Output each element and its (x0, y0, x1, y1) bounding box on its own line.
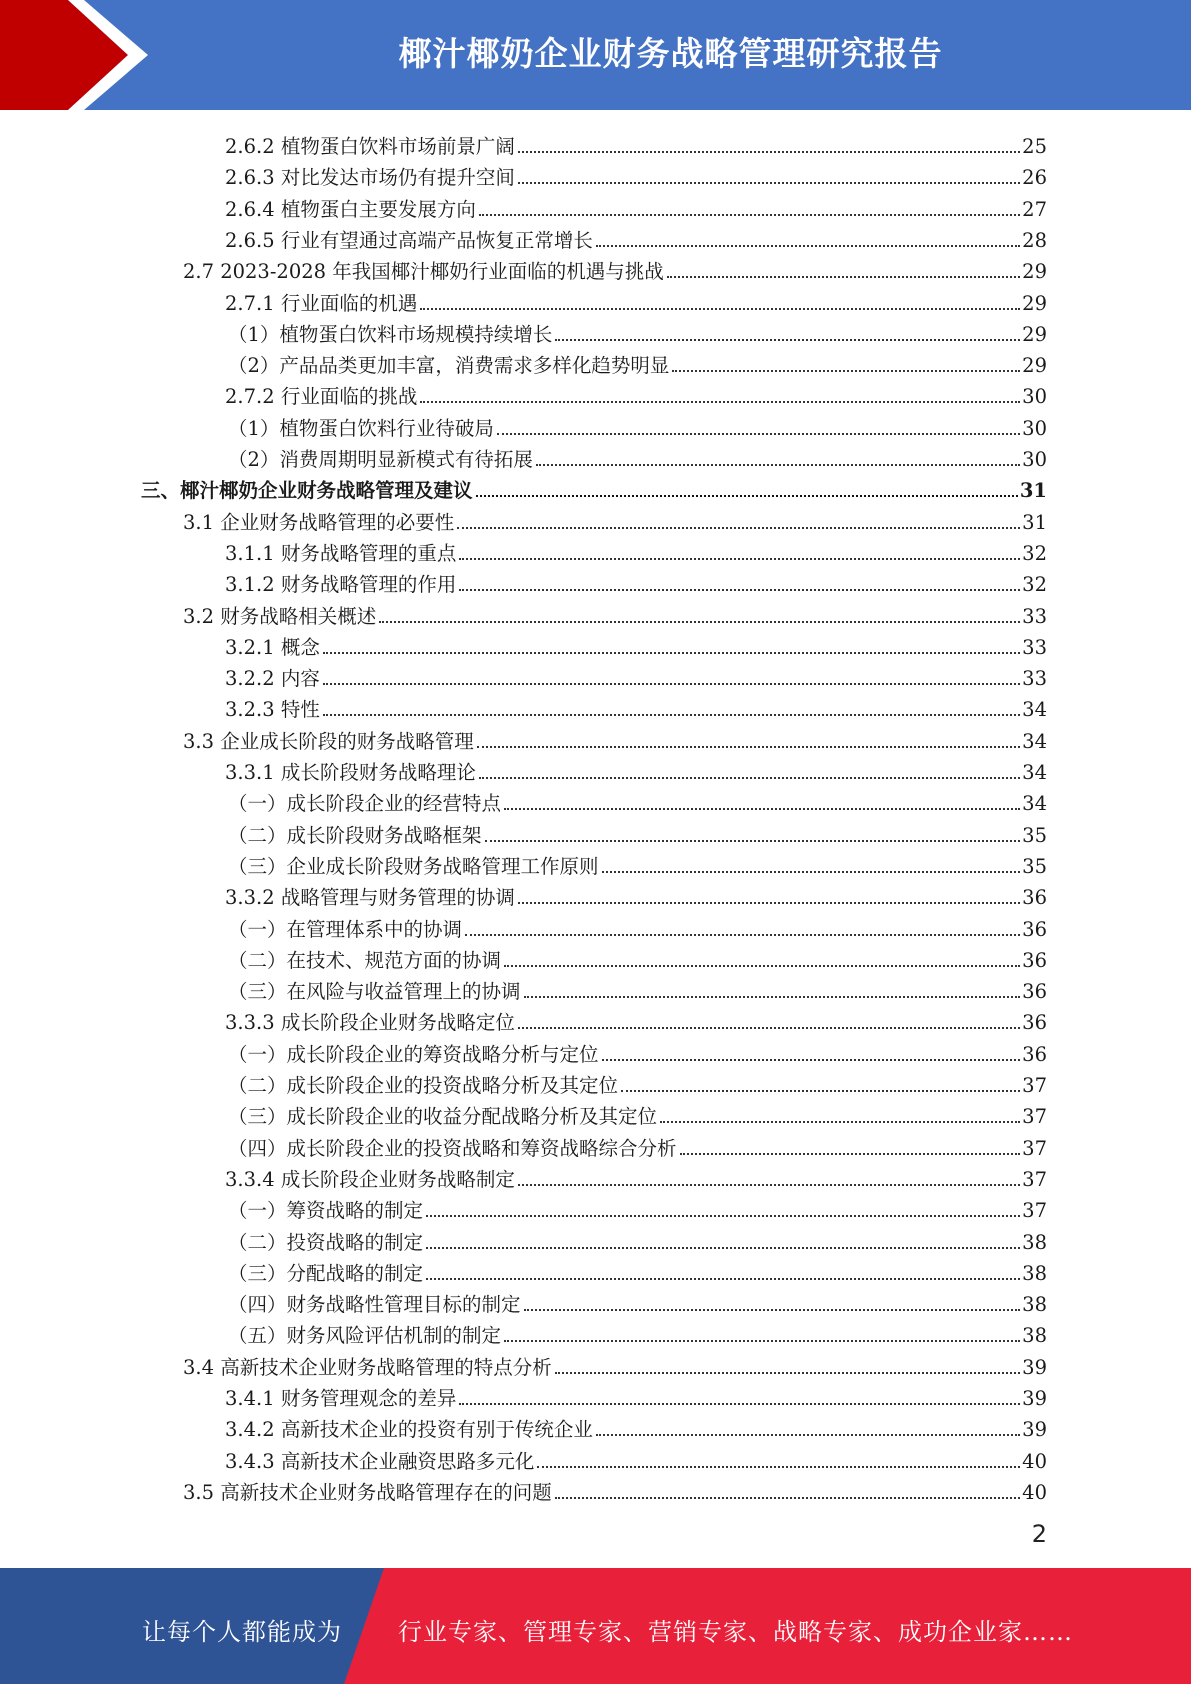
toc-entry[interactable] (228, 817, 1047, 848)
toc-entry[interactable] (228, 1067, 1047, 1098)
toc-entry[interactable] (183, 504, 1047, 535)
toc-entry-title: 3.4.1 财务管理观念的差异 (225, 1387, 457, 1410)
toc-dot-leader (504, 1339, 1020, 1342)
toc-entry-title: （二）成长阶段企业的投资战略分析及其定位 (228, 1074, 619, 1097)
toc-entry[interactable] (228, 1224, 1047, 1255)
toc-entry-page: 39 (1022, 1418, 1047, 1442)
toc-entry-title: 三、椰汁椰奶企业财务战略管理及建议 (141, 479, 473, 503)
toc-dot-leader (667, 275, 1020, 278)
header-chevron-graphic (0, 0, 160, 110)
toc-entry[interactable] (141, 472, 1047, 503)
toc-entry-page: 32 (1022, 541, 1047, 565)
toc-dot-leader (459, 557, 1020, 560)
toc-entry-title: （2）消费周期明显新模式有待拓展 (228, 448, 533, 471)
toc-dot-leader (537, 1465, 1020, 1468)
toc-entry-page: 37 (1022, 1199, 1047, 1223)
toc-dot-leader (420, 400, 1020, 403)
toc-dot-leader (323, 651, 1020, 654)
page-header (0, 0, 1191, 110)
toc-entry-title: （三）在风险与收益管理上的协调 (228, 980, 521, 1004)
toc-entry[interactable] (183, 598, 1047, 629)
toc-entry-title: 3.3 企业成长阶段的财务战略管理 (183, 729, 474, 753)
toc-entry[interactable] (225, 159, 1047, 190)
toc-entry[interactable] (228, 942, 1047, 973)
toc-entry-page: 38 (1022, 1230, 1047, 1254)
toc-entry[interactable] (225, 222, 1047, 253)
toc-entry[interactable] (228, 1192, 1047, 1223)
toc-entry[interactable] (225, 754, 1047, 785)
toc-entry-title: 3.3.4 成长阶段企业财务战略制定 (225, 1167, 515, 1191)
footer-slogan-right: 行业专家、管理专家、营销专家、战略专家、成功企业家…… (398, 1618, 1073, 1646)
toc-entry-title: （四）财务战略性管理目标的制定 (228, 1293, 521, 1317)
toc-dot-leader (518, 1183, 1020, 1186)
toc-entry-page: 28 (1022, 228, 1047, 252)
toc-entry-page: 25 (1022, 135, 1047, 158)
toc-entry[interactable] (228, 1255, 1047, 1286)
toc-entry-page: 34 (1022, 761, 1047, 784)
footer-slogan-left: 让每个人都能成为 (142, 1618, 342, 1646)
toc-entry-title: 2.7.1 行业面临的机遇 (225, 291, 418, 315)
toc-entry[interactable] (228, 785, 1047, 816)
toc-entry-title: 3.3.1 成长阶段财务战略理论 (225, 761, 476, 784)
toc-dot-leader (426, 1277, 1020, 1280)
toc-entry[interactable] (183, 723, 1047, 754)
toc-dot-leader (479, 776, 1020, 779)
toc-dot-leader (518, 1026, 1020, 1029)
toc-entry-page: 34 (1022, 698, 1047, 722)
toc-entry-title: （一）筹资战略的制定 (228, 1199, 424, 1223)
toc-entry-title: 3.2.3 特性 (225, 698, 320, 722)
toc-entry-page: 36 (1022, 1042, 1047, 1066)
toc-dot-leader (457, 526, 1020, 529)
toc-entry-page: 39 (1022, 1387, 1047, 1410)
toc-entry-page: 31 (1022, 510, 1047, 534)
toc-entry-page: 34 (1022, 729, 1047, 753)
toc-entry[interactable] (225, 1443, 1047, 1474)
toc-entry-page: 37 (1022, 1167, 1047, 1191)
toc-dot-leader (555, 338, 1020, 341)
toc-entry-page: 30 (1022, 385, 1047, 409)
toc-entry-title: 2.6.2 植物蛋白饮料市场前景广阔 (225, 135, 515, 158)
toc-entry[interactable] (225, 285, 1047, 316)
toc-dot-leader (485, 839, 1021, 842)
toc-entry-title: （1）植物蛋白饮料市场规模持续增长 (228, 322, 553, 346)
toc-dot-leader (524, 995, 1021, 998)
toc-dot-leader (497, 432, 1020, 435)
toc-dot-leader (465, 933, 1020, 936)
toc-entry[interactable] (225, 191, 1047, 222)
toc-entry[interactable] (183, 1349, 1047, 1380)
toc-entry-page: 31 (1019, 479, 1047, 503)
toc-entry[interactable] (228, 347, 1047, 378)
toc-dot-leader (477, 745, 1020, 748)
toc-dot-leader (596, 1433, 1020, 1436)
toc-entry[interactable] (228, 410, 1047, 441)
toc-entry-page: 38 (1022, 1261, 1047, 1285)
toc-entry-page: 33 (1022, 635, 1047, 659)
toc-entry-page: 33 (1022, 604, 1047, 628)
toc-dot-leader (602, 870, 1021, 873)
toc-dot-leader (426, 1214, 1020, 1217)
toc-entry-title: 3.4 高新技术企业财务战略管理的特点分析 (183, 1355, 552, 1379)
toc-entry[interactable] (228, 848, 1047, 879)
toc-entry-title: 2.7 2023-2028 年我国椰汁椰奶行业面临的机遇与挑战 (183, 260, 664, 284)
toc-entry-page: 36 (1022, 1011, 1047, 1035)
toc-entry-title: 3.1 企业财务战略管理的必要性 (183, 510, 455, 534)
toc-entry-page: 37 (1022, 1136, 1047, 1160)
toc-entry-page: 29 (1022, 354, 1047, 378)
toc-entry-title: （二）投资战略的制定 (228, 1230, 424, 1254)
toc-entry[interactable] (225, 128, 1047, 159)
toc-dot-leader (426, 1246, 1020, 1249)
toc-dot-leader (323, 682, 1020, 685)
toc-dot-leader (420, 307, 1020, 310)
toc-entry[interactable] (225, 691, 1047, 722)
toc-dot-leader (504, 964, 1020, 967)
toc-entry-page: 35 (1022, 823, 1047, 847)
toc-entry-page: 29 (1022, 291, 1047, 315)
toc-entry-page: 38 (1022, 1293, 1047, 1317)
toc-entry-page: 29 (1022, 322, 1047, 346)
toc-entry[interactable] (225, 1161, 1047, 1192)
toc-entry[interactable] (225, 566, 1047, 597)
toc-entry-page: 37 (1022, 1105, 1047, 1129)
toc-entry-title: （五）财务风险评估机制的制定 (228, 1324, 502, 1348)
toc-dot-leader (476, 494, 1018, 497)
toc-entry-page: 40 (1022, 1480, 1047, 1504)
toc-entry-page: 27 (1022, 197, 1047, 221)
toc-entry-page: 36 (1022, 980, 1047, 1004)
toc-entry[interactable] (228, 911, 1047, 942)
toc-entry[interactable] (228, 973, 1047, 1004)
toc-entry[interactable] (225, 879, 1047, 910)
toc-dot-leader (379, 620, 1020, 623)
toc-dot-leader (680, 1152, 1021, 1155)
toc-entry-page: 39 (1022, 1355, 1047, 1379)
toc-entry-page: 34 (1022, 792, 1047, 816)
toc-entry-title: （四）成长阶段企业的投资战略和筹资战略综合分析 (228, 1136, 677, 1160)
toc-entry-page: 33 (1022, 667, 1047, 691)
toc-entry[interactable] (225, 378, 1047, 409)
toc-entry-page: 40 (1022, 1449, 1047, 1473)
toc-entry-page: 30 (1022, 416, 1047, 440)
toc-entry-page: 35 (1022, 854, 1047, 878)
toc-entry-page: 26 (1022, 166, 1047, 190)
toc-entry-title: 3.2 财务战略相关概述 (183, 604, 377, 628)
toc-dot-leader (555, 1496, 1020, 1499)
toc-entry[interactable] (225, 1380, 1047, 1411)
toc-entry-page: 32 (1022, 573, 1047, 597)
toc-entry-title: （一）成长阶段企业的经营特点 (228, 792, 502, 816)
toc-entry-page: 30 (1022, 448, 1047, 471)
toc-entry[interactable] (228, 1130, 1047, 1161)
document-title: 椰汁椰奶企业财务战略管理研究报告 (398, 34, 943, 73)
toc-entry-title: 3.1.1 财务战略管理的重点 (225, 541, 457, 565)
toc-entry-title: 3.3.2 战略管理与财务管理的协调 (225, 886, 515, 910)
toc-entry-title: 3.5 高新技术企业财务战略管理存在的问题 (183, 1480, 552, 1504)
toc-dot-leader (323, 713, 1020, 716)
toc-entry[interactable] (228, 1317, 1047, 1348)
toc-dot-leader (459, 1402, 1020, 1405)
toc-entry-title: 3.4.2 高新技术企业的投资有别于传统企业 (225, 1418, 593, 1442)
toc-dot-leader (602, 1058, 1021, 1061)
toc-dot-leader (518, 181, 1020, 184)
toc-entry[interactable] (228, 441, 1047, 472)
toc-entry-title: 3.4.3 高新技术企业融资思路多元化 (225, 1449, 535, 1473)
toc-entry-page: 36 (1022, 886, 1047, 910)
toc-entry[interactable] (225, 535, 1047, 566)
toc-entry-page: 37 (1022, 1074, 1047, 1097)
toc-entry[interactable] (228, 1036, 1047, 1067)
toc-entry[interactable] (225, 1411, 1047, 1442)
toc-entry-title: （三）企业成长阶段财务战略管理工作原则 (228, 854, 599, 878)
toc-entry-title: 3.1.2 财务战略管理的作用 (225, 573, 457, 597)
toc-entry-title: 2.6.4 植物蛋白主要发展方向 (225, 197, 476, 221)
page-footer (0, 1568, 1191, 1684)
toc-dot-leader (524, 1308, 1021, 1311)
toc-entry-title: （2）产品品类更加丰富，消费需求多样化趋势明显 (228, 354, 670, 378)
toc-entry-page: 36 (1022, 917, 1047, 941)
toc-entry-title: （一）成长阶段企业的筹资战略分析与定位 (228, 1042, 599, 1066)
toc-entry[interactable] (225, 660, 1047, 691)
toc-entry-title: （二）成长阶段财务战略框架 (228, 823, 482, 847)
toc-entry-title: （1）植物蛋白饮料行业待破局 (228, 416, 494, 440)
toc-entry-title: （二）在技术、规范方面的协调 (228, 948, 502, 972)
toc-entry-title: （三）成长阶段企业的收益分配战略分析及其定位 (228, 1105, 658, 1129)
toc-dot-leader (518, 150, 1020, 153)
toc-dot-leader (672, 369, 1020, 372)
toc-dot-leader (479, 213, 1020, 216)
toc-entry-title: 3.2.2 内容 (225, 667, 320, 691)
toc-entry-page: 38 (1022, 1324, 1047, 1348)
toc-entry[interactable] (183, 253, 1047, 284)
toc-dot-leader (596, 244, 1020, 247)
toc-entry[interactable] (225, 1004, 1047, 1035)
toc-dot-leader (555, 1371, 1020, 1374)
toc-entry[interactable] (228, 1286, 1047, 1317)
toc-dot-leader (518, 901, 1020, 904)
toc-entry-title: 2.6.5 行业有望通过高端产品恢复正常增长 (225, 228, 593, 252)
toc-dot-leader (459, 588, 1020, 591)
toc-entry-title: 3.2.1 概念 (225, 635, 320, 659)
toc-entry-page: 36 (1022, 948, 1047, 972)
toc-entry-title: 3.3.3 成长阶段企业财务战略定位 (225, 1011, 515, 1035)
toc-dot-leader (504, 807, 1020, 810)
toc-entry-title: （一）在管理体系中的协调 (228, 917, 463, 941)
toc-entry-title: 2.6.3 对比发达市场仍有提升空间 (225, 166, 515, 190)
toc-entry[interactable] (183, 1474, 1047, 1505)
toc-entry-title: （三）分配战略的制定 (228, 1261, 424, 1285)
toc-dot-leader (660, 1120, 1020, 1123)
toc-entry[interactable] (228, 1098, 1047, 1129)
page-number: 2 (1031, 1520, 1047, 1548)
toc-dot-leader (536, 463, 1020, 466)
toc-entry-title: 2.7.2 行业面临的挑战 (225, 385, 418, 409)
toc-entry-page: 29 (1022, 260, 1047, 284)
toc-entry[interactable] (228, 316, 1047, 347)
toc-dot-leader (621, 1089, 1020, 1092)
toc-entry[interactable] (225, 629, 1047, 660)
